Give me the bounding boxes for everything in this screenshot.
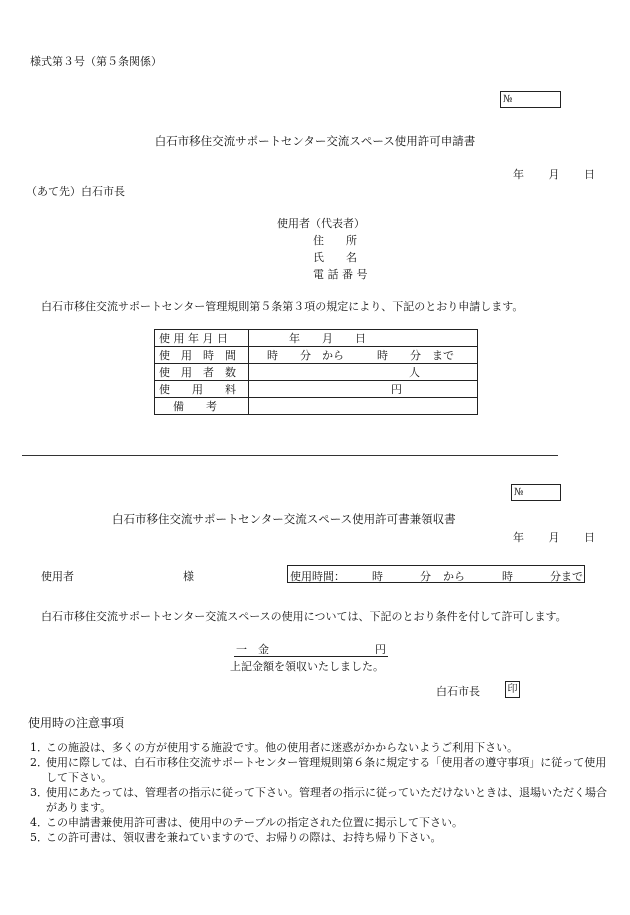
permit-date [513,529,595,545]
table-row [155,347,478,364]
table-cell-value: 人 [249,364,478,381]
seal-box [505,681,520,698]
number-label: № [503,94,513,105]
table-cell-value: 時 分 から 時 分 まで [249,347,478,364]
table-row [155,381,478,398]
usage-time-minute-to: 分まで [550,570,583,583]
addressee: （あて先）白石市長 [26,185,125,198]
table-row [155,330,478,347]
section-divider [22,455,558,456]
list-item-text: 使用にあたっては、管理者の指示に従って下さい。管理者の指示に従っていただけないときは、退場いただく場合があります。 [46,786,607,814]
list-item [30,815,610,830]
list-item-text: この申請書兼使用許可書は、使用中のテーブルの指定された位置に掲示して下さい。 [46,816,464,829]
number-label: № [514,487,524,498]
table-cell-value: 年 月 日 [249,330,478,347]
received-statement: 上記金額を領収いたしました。 [230,660,384,673]
date-month: 月 [548,531,560,544]
list-item [30,740,610,755]
table-cell-label: 使 用 年 月 日 [155,330,249,347]
table-cell-value [249,398,478,415]
list-item-text: この許可書は、領収書を兼ねていますので、お帰りの際は、お持ち帰り下さい。 [46,831,442,844]
applicant-phone-label: 電 話 番 号 [313,268,368,281]
amount-label: 一 金 [236,643,269,656]
usage-time-from: から [443,570,465,583]
applicant-address-label: 住 所 [313,234,357,247]
permit-number-box [511,484,561,501]
list-item [30,830,610,845]
table-cell-label: 使 用 者 数 [155,364,249,381]
table-row [155,364,478,381]
applicant-heading: 使用者（代表者） [277,217,365,230]
applicant-name-label: 氏 名 [313,251,357,264]
usage-time-hour-to: 時 [502,570,513,583]
date-year: 年 [513,531,524,544]
application-details-table [154,329,478,415]
notes-heading: 使用時の注意事項 [28,716,125,730]
table-cell-label: 備 考 [155,398,249,415]
usage-time-minute-from: 分 [420,570,431,583]
date-year: 年 [513,168,524,181]
application-title: 白石市移住交流サポートセンター交流スペース使用許可申請書 [154,134,476,148]
amount-unit: 円 [375,643,386,656]
list-item-number: 2． [30,756,48,769]
permit-statement: 白石市移住交流サポートセンター交流スペースの使用については、下記のとおり条件を付して許可します。 [41,610,567,623]
table-row [155,398,478,415]
usage-time-hour-from: 時 [372,570,383,583]
list-item-number: 3． [30,786,48,799]
list-item [30,785,610,815]
list-item-number: 5． [30,831,48,844]
list-item-number: 4． [30,816,48,829]
user-honorific: 様 [183,570,194,583]
list-item-text: この施設は、多くの方が使用する施設です。他の使用者に迷惑がかからないようご利用下さい。 [46,741,519,754]
date-month: 月 [548,168,560,181]
date-day: 日 [584,168,595,181]
date-day: 日 [584,531,595,544]
table-cell-label: 使 用 料 [155,381,249,398]
form-label: 様式第３号（第５条関係） [30,55,162,68]
seal-mark: 印 [507,684,518,695]
application-number-box [500,91,561,108]
application-date [513,166,595,182]
user-label: 使用者 [41,570,74,583]
table-cell-label: 使 用 時 間 [155,347,249,364]
notes-list [30,740,610,845]
request-statement: 白石市移住交流サポートセンター管理規則第５条第３項の規定により、下記のとおり申請します。 [41,300,524,313]
mayor-label: 白石市長 [436,685,480,698]
list-item-number: 1． [30,741,48,754]
table-cell-value: 円 [249,381,478,398]
permit-title: 白石市移住交流サポートセンター交流スペース使用許可書兼領収書 [112,512,456,526]
list-item-text: 使用に際しては、白石市移住交流サポートセンター管理規則第６条に規定する「使用者の遵守事項」に従って使用して下さい。 [46,756,607,784]
amount-line [234,641,388,657]
usage-time-label: 使用時間： [290,570,345,583]
usage-time-box [287,565,585,583]
list-item [30,755,610,785]
